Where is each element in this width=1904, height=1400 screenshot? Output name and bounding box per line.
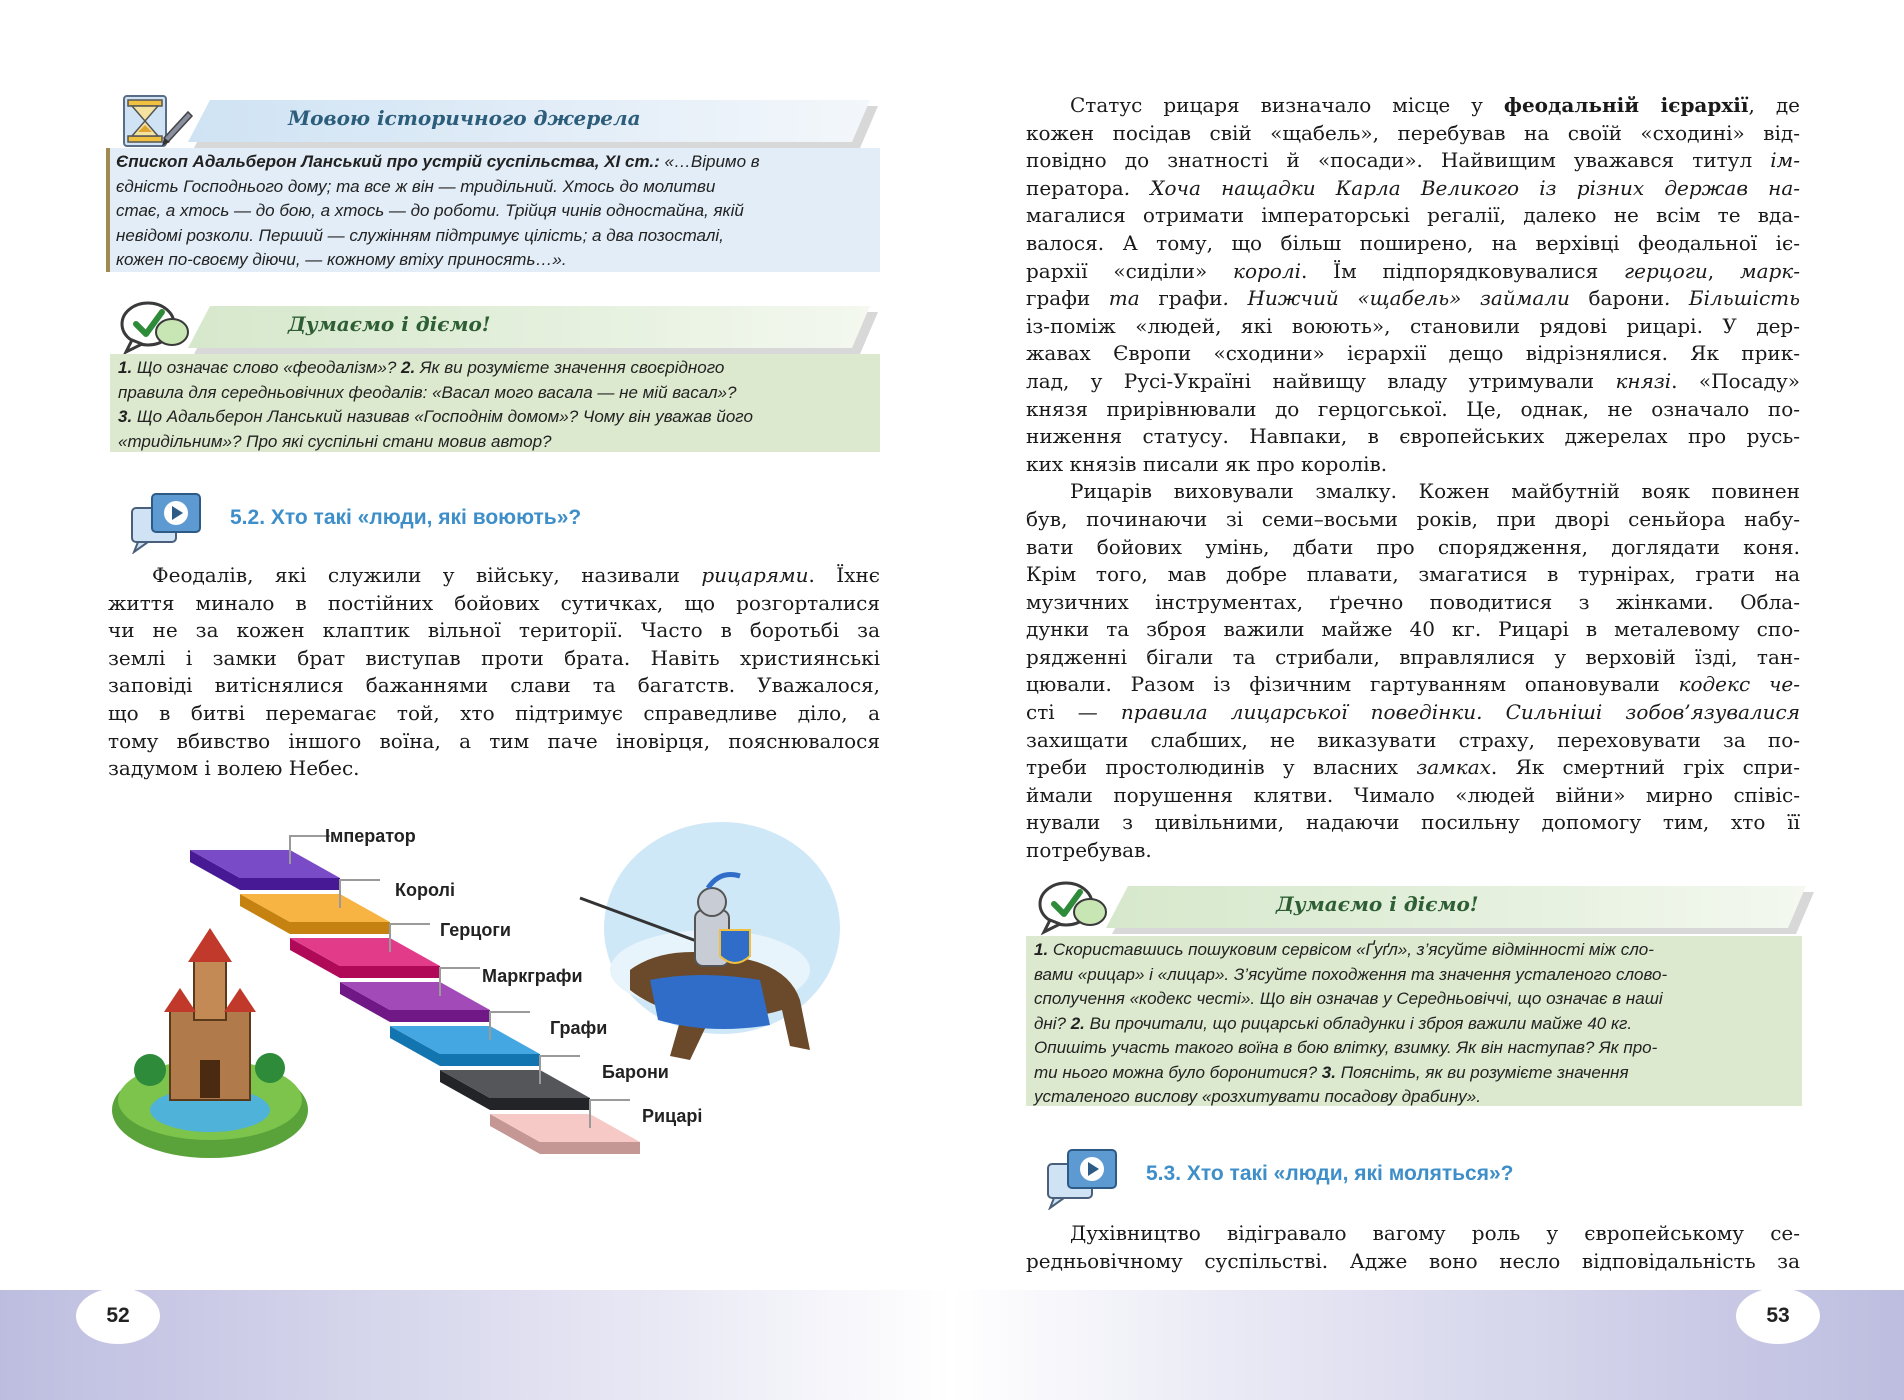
body-text: музичних інструментах, ґречно поводитися з жінками. Обла- bbox=[1026, 589, 1800, 614]
step-emperor bbox=[190, 836, 340, 890]
body-text: графи bbox=[1026, 286, 1091, 311]
body-line bbox=[1026, 561, 1800, 589]
task-text: вами «рицар» і «лицар». З’ясуйте походження та значення усталеного слово- bbox=[1034, 964, 1668, 984]
task-text: Що Адальберон Ланський називав «Господнім домом»? Чому він уважав його bbox=[132, 407, 753, 426]
hierarchy-label-emperor: Імператор bbox=[325, 826, 416, 846]
emphasized-term: . Нижчий «щабель» займали bbox=[1222, 286, 1589, 311]
body-line bbox=[1026, 340, 1800, 368]
think-banner-title: Думаємо і діємо! bbox=[288, 312, 491, 336]
hierarchy-label-margraves: Маркграфи bbox=[482, 966, 583, 986]
body-line bbox=[1026, 616, 1800, 644]
emphasized-term: князі bbox=[1615, 368, 1672, 393]
task-number: 2. bbox=[1070, 1013, 1085, 1033]
body-line bbox=[1026, 671, 1800, 699]
source-line-2: єдність Господнього дому; та все ж він — тридільний. Хтось до молитви bbox=[116, 176, 716, 196]
body-text: барони bbox=[1588, 286, 1664, 311]
body-line bbox=[1026, 147, 1800, 175]
body-line bbox=[1026, 506, 1800, 534]
task-text: усталеного вислову «розхитувати посадову драбину». bbox=[1034, 1087, 1481, 1106]
body-line bbox=[1026, 754, 1800, 782]
task-text: Скориставшись пошуковим сервісом «Ґуґл», з’ясуйте відмінності між сло- bbox=[1048, 940, 1654, 959]
task-line bbox=[1034, 1085, 1794, 1110]
body-text: Феодалів, які служили у війську, називали bbox=[152, 563, 702, 587]
body-text: . «Посаду» bbox=[1671, 368, 1800, 393]
body-line bbox=[1026, 478, 1800, 506]
task-number: 3. bbox=[1321, 1062, 1336, 1082]
task-text: сполучення «кодекс честі». Що він означав у Середньовіччі, що означає в наші bbox=[1034, 989, 1663, 1008]
body-line bbox=[1026, 534, 1800, 562]
task-line bbox=[1034, 1061, 1794, 1086]
video-play-icon bbox=[130, 490, 204, 554]
task-text: Що означає слово «феодалізм»? bbox=[132, 358, 402, 377]
body-line: землі і замки брат виступав проти брата. Навіть християнські bbox=[108, 645, 880, 670]
task-line-4: «тридільним»? Про які суспільні стани мовив автор? bbox=[118, 431, 552, 451]
task-line bbox=[1034, 987, 1794, 1012]
body-text: Крім того, мав добре плавати, змагатися в турнірах, грати на bbox=[1026, 562, 1800, 587]
body-line: чи не за кожен клаптик вільної території. Часто в боротьбі за bbox=[108, 618, 880, 643]
body-text: повідно до знатності й «посади». Найвищим уважався титул bbox=[1026, 148, 1771, 173]
castle-island-image bbox=[112, 928, 308, 1158]
body-line bbox=[1026, 92, 1800, 120]
source-line-5: кожен по-своєму діючи, — кожному втіху приносять…». bbox=[116, 250, 567, 269]
body-text: жавах Європи «сходини» ієрархії дещо відрізнялися. Як прик- bbox=[1026, 341, 1800, 366]
emphasized-term: ім- bbox=[1770, 148, 1800, 173]
emphasized-term: кодекс че- bbox=[1678, 672, 1800, 697]
section-title: 5.3. Хто такі «люди, які моляться»? bbox=[1146, 1162, 1514, 1185]
body-text: треби простолюдинів у власних bbox=[1026, 755, 1417, 780]
hierarchy-label-counts: Графи bbox=[550, 1018, 608, 1038]
source-line-3: стає, а хтось — до бою, а хтось — до роботи. Трійця чинів одностайна, якій bbox=[116, 201, 744, 220]
task-line bbox=[1034, 1012, 1794, 1037]
task-text: Опишіть участь такого воїна в бою влітку, взимку. Як він наступав? Як про- bbox=[1034, 1038, 1658, 1057]
body-text: Статус рицаря визначало місце у bbox=[1070, 93, 1504, 117]
body-text: лад, у Русі-Україні найвищу владу утримували bbox=[1026, 368, 1616, 393]
emphasized-term: . Більшість bbox=[1663, 286, 1801, 311]
body-text: рархії «сиділи» bbox=[1026, 258, 1234, 283]
body-line bbox=[1026, 699, 1800, 727]
body-text: графи bbox=[1158, 286, 1223, 311]
body-text: ператора bbox=[1026, 175, 1124, 200]
body-text: кожен посідав свій «щабель», перебував на своїй «сходині» від- bbox=[1026, 120, 1800, 145]
section-5-2-heading bbox=[130, 490, 830, 550]
body-text: цювали. Разом із фізичним гартуванням опановували bbox=[1026, 672, 1679, 697]
body-text: сті bbox=[1026, 700, 1055, 725]
body-line: заповіді витіснялися бажаннями слави та багатств. Уважалося, bbox=[108, 673, 880, 698]
body-text: . Їм підпорядковувалися bbox=[1300, 258, 1625, 283]
emphasized-term: королі bbox=[1233, 258, 1301, 283]
body-text: валося. А тому, що більш поширено, на верхівці феодальної іє- bbox=[1026, 230, 1800, 255]
emphasized-term: марк- bbox=[1739, 258, 1800, 283]
source-line-4: невідомі розколи. Перший — служінням підтримує цілість; а два позосталі, bbox=[116, 225, 724, 245]
body-text: захищати слабших, не виказувати страху, переховувати за по- bbox=[1026, 727, 1800, 752]
source-line-1 bbox=[116, 150, 874, 175]
body-line: життя минало в постійних бойових сутичках, що розгорталися bbox=[108, 590, 880, 615]
task-text: Ви прочитали, що рицарські обладунки і зброя важили майже 40 кг. bbox=[1084, 1013, 1633, 1033]
think-banner-title: Думаємо і діємо! bbox=[1276, 892, 1479, 916]
body-text: магалися отримати імператорські регалії, далеко не всім те вда- bbox=[1026, 203, 1800, 228]
body-text: князя прирівнювали до герцогської. Це, однак, не означало по- bbox=[1026, 396, 1800, 421]
emphasized-term: герцоги bbox=[1624, 258, 1708, 283]
task-number: 1. bbox=[1034, 940, 1049, 959]
section-5-3-body bbox=[1026, 1220, 1800, 1275]
right-body-text bbox=[1026, 92, 1800, 865]
task-number: 1. bbox=[118, 358, 133, 377]
emphasized-term: — правила лицарської поведінки. Сильніші зобов’язувалися bbox=[1054, 700, 1800, 725]
task-line-2: правила для середньовічних феодалів: «Васал мого васала — не мій васал»? bbox=[118, 382, 737, 402]
body-line bbox=[1026, 285, 1800, 313]
task-number: 2. bbox=[401, 358, 416, 377]
task-number: 3. bbox=[118, 407, 133, 426]
body-line bbox=[1026, 423, 1800, 451]
emphasized-term: замках bbox=[1416, 755, 1491, 780]
body-line bbox=[1026, 396, 1800, 424]
hierarchy-label-dukes: Герцоги bbox=[440, 920, 511, 940]
body-line bbox=[1026, 644, 1800, 672]
body-line bbox=[1026, 120, 1800, 148]
body-text: вати бойових умінь, дбати про спорядження, доглядати коня. bbox=[1026, 534, 1800, 559]
body-text: , bbox=[1707, 258, 1740, 283]
hourglass-quill-icon bbox=[118, 92, 200, 150]
source-quote-box bbox=[106, 148, 880, 272]
body-line: тому вбивство іншого воїна, а тим паче іновірця, пояснювалося bbox=[108, 728, 880, 753]
body-line bbox=[1026, 837, 1800, 865]
body-text: ймали порушення клятви. Чимало «людей війни» мирно співіс- bbox=[1026, 782, 1800, 807]
checkmark-speech-icon bbox=[118, 298, 200, 356]
think-tasks-box bbox=[110, 354, 880, 452]
section-5-2-body bbox=[108, 562, 880, 783]
body-line bbox=[1026, 313, 1800, 341]
body-text: ниження статусу. Навпаки, в європейських джерелах про русь- bbox=[1026, 424, 1800, 449]
source-line-1-rest: «…Віримо в bbox=[659, 152, 760, 171]
source-banner bbox=[118, 92, 870, 150]
body-line bbox=[1026, 230, 1800, 258]
think-tasks-box-right bbox=[1026, 936, 1802, 1106]
emphasized-term: та bbox=[1090, 286, 1159, 311]
hierarchy-label-knights: Рицарі bbox=[642, 1106, 703, 1126]
body-line bbox=[1026, 589, 1800, 617]
body-line bbox=[1026, 451, 1800, 479]
body-line bbox=[1026, 782, 1800, 810]
body-line bbox=[1026, 258, 1800, 286]
task-text: Поясніть, як ви розумієте значення bbox=[1335, 1062, 1629, 1082]
emphasized-term: . Хоча нащадки Карла Великого із різних держав на- bbox=[1123, 175, 1800, 200]
task-text: Як ви розумієте значення своєрідного bbox=[415, 358, 725, 377]
body-text: дунки та зброя важили майже 40 кг. Рицарі в металевому спо- bbox=[1026, 617, 1800, 642]
body-text: був, починаючи зі семи–восьми років, при дворі сеньйора набу- bbox=[1026, 506, 1800, 531]
checkmark-speech-icon bbox=[1036, 878, 1118, 936]
task-text: ти нього можна було боронитися? bbox=[1034, 1062, 1322, 1082]
task-line bbox=[1034, 963, 1794, 988]
body-line: задумом і волею Небес. bbox=[108, 756, 360, 781]
body-text: . Їхнє bbox=[808, 563, 880, 587]
body-line: що в битві перемагає той, хто підтримує справедливе діло, а bbox=[108, 700, 880, 725]
task-line-3 bbox=[118, 405, 872, 430]
body-text: рядженні бігали та стрибали, вправлялися у верховій їзді, тан- bbox=[1026, 644, 1800, 669]
body-line bbox=[1026, 809, 1800, 837]
body-text: потребував. bbox=[1026, 838, 1152, 863]
think-banner bbox=[118, 298, 870, 356]
right-page bbox=[952, 0, 1904, 1400]
body-text: ких князів писали як про королів. bbox=[1026, 451, 1388, 476]
source-banner-title: Мовою історичного джерела bbox=[288, 106, 641, 130]
body-line: Духівництво відігравало вагому роль у європейському се- bbox=[1070, 1221, 1800, 1245]
video-play-icon bbox=[1046, 1146, 1120, 1210]
body-line bbox=[108, 562, 880, 590]
section-title: 5.2. Хто такі «люди, які воюють»? bbox=[230, 506, 582, 529]
page-number-right: 53 bbox=[1736, 1288, 1820, 1344]
body-text: , де bbox=[1748, 93, 1800, 117]
task-line bbox=[1034, 938, 1794, 963]
body-text: нували з цивільними, надаючи посильну допомогу тим, хто її bbox=[1026, 810, 1800, 835]
section-5-3-heading bbox=[1046, 1146, 1746, 1206]
body-line bbox=[1026, 368, 1800, 396]
emphasized-term: феодальній ієрархії bbox=[1503, 93, 1749, 117]
body-text: Рицарів виховували змалку. Кожен майбутній вояк повинен bbox=[1070, 479, 1800, 504]
body-line bbox=[1026, 202, 1800, 230]
feudal-hierarchy-illustration bbox=[110, 810, 850, 1210]
task-text: дні? bbox=[1034, 1013, 1071, 1033]
body-line: редньовічному суспільстві. Адже воно несло відповідальність за bbox=[1026, 1248, 1800, 1273]
body-line bbox=[1026, 175, 1800, 203]
task-line bbox=[1034, 1036, 1794, 1061]
body-line bbox=[1026, 727, 1800, 755]
body-text: . Як смертний гріх спри- bbox=[1490, 755, 1800, 780]
hierarchy-label-kings: Королі bbox=[395, 880, 455, 900]
hierarchy-label-barons: Барони bbox=[602, 1062, 669, 1082]
term-knights: рицарями bbox=[701, 563, 809, 587]
body-text: із-поміж «людей, які воюють», становили рядові рицарі. У дер- bbox=[1026, 313, 1800, 338]
think-banner-right bbox=[1036, 878, 1806, 936]
task-line-1 bbox=[118, 356, 872, 381]
page-number-left: 52 bbox=[76, 1288, 160, 1344]
source-author: Єпископ Адальберон Ланський про устрій суспільства, XI ст.: bbox=[116, 152, 660, 171]
